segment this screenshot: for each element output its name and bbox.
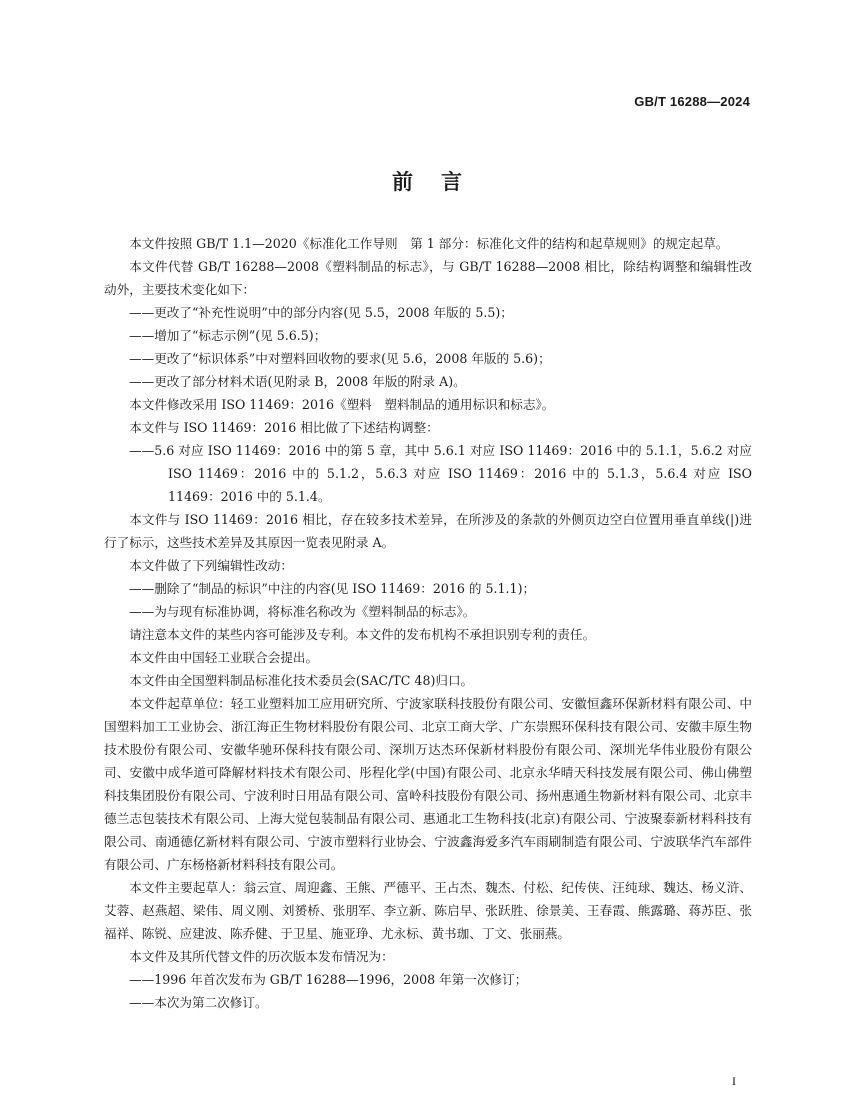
paragraph-proposer: 本文件由中国轻工业联合会提出。 <box>129 650 319 665</box>
paragraph-replaces: 本文件代替 GB/T 16288—2008《塑料制品的标志》，与 GB/T 16288—2008 相比，除结构调整和编辑性改动外，主要技术变化如下： <box>104 259 752 297</box>
list-item: ——5.6 对应 ISO 11469：2016 中的第 5 章，其中 5.6.1 对应 ISO 11469：2016 中的 5.1.1，5.6.2 对应 ISO 11469：2016 中的 5.1.2，5.6.3 对应 ISO 11469：2016 中的 5.1.3，5.6.4 对应 ISO 11469：2016 中的 5.1.4。 <box>129 443 752 504</box>
paragraph-drafting-organizations: 本文件起草单位：轻工业塑料加工应用研究所、宁波家联科技股份有限公司、安徽恒鑫环保新材料有限公司、中国塑料加工工业协会、浙江海正生物材料股份有限公司、北京工商大学、广东崇熙环保科技有限公司、安徽丰原生物技术股份有限公司、安徽华驰环保科技有限公司、深圳万达杰环保新材料股份有限公司、深圳光华伟业股份有限公司、安徽中成华道可降解材料技术有限公司、彤程化学(中国)有限公司、北京永华晴天科技发展有限公司、佛山佛塑科技集团股份有限公司、宁波利时日用品有限公司、富岭科技股份有限公司、扬州惠通生物新材料有限公司、北京丰德兰志包装技术有限公司、上海大觉包装制品有限公司、惠通北工生物科技(北京)有限公司、宁波聚泰新材料科技有限公司、南通德亿新材料有限公司、宁波市塑料行业协会、宁波鑫海爱多汽车雨刷制造有限公司、宁波联华汽车部件有限公司、广东杨格新材料科技有限公司。 <box>104 696 752 872</box>
foreword-body <box>104 232 752 1014</box>
page-title: 前言 <box>392 170 490 194</box>
paragraph-drafters: 本文件主要起草人：翁云宣、周迎鑫、王熊、严德平、王占杰、魏杰、付松、纪传侠、汪纯球、魏达、杨义浒、艾蓉、赵燕超、梁伟、周义刚、刘赟桥、张朋军、李立新、陈启早、张跃胜、徐景美、王春霞、熊露璐、蒋苏臣、张福祥、陈锐、应建波、陈乔健、于卫星、施亚琤、尤永标、黄书珈、丁文、张丽燕。 <box>104 880 752 941</box>
paragraph-structure-changes: 本文件与 ISO 11469：2016 相比做了下述结构调整： <box>129 420 439 435</box>
paragraph-drafting-rules: 本文件按照 GB/T 1.1—2020《标准化工作导则 第 1 部分：标准化文件的结构和起草规则》的规定起草。 <box>129 236 729 251</box>
list-item: ——更改了“补充性说明”中的部分内容(见 5.5，2008 年版的 5.5)； <box>129 305 513 320</box>
list-item: ——增加了“标志示例”(见 5.6.5)； <box>129 328 327 343</box>
list-item: ——删除了“制品的标识”中注的内容(见 ISO 11469：2016 的 5.1.1)； <box>129 581 536 596</box>
list-item: ——本次为第二次修订。 <box>129 995 268 1010</box>
list-item: ——更改了部分材料术语(见附录 B，2008 年版的附录 A)。 <box>129 374 466 389</box>
list-item: ——为与现有标准协调，将标准名称改为《塑料制品的标志》。 <box>129 604 476 619</box>
list-item: ——1996 年首次发布为 GB/T 16288—1996，2008 年第一次修订； <box>129 972 528 987</box>
paragraph-committee: 本文件由全国塑料制品标准化技术委员会(SAC/TC 48)归口。 <box>129 673 474 688</box>
paragraph-iso-adoption: 本文件修改采用 ISO 11469：2016《塑料 塑料制品的通用标识和标志》。 <box>129 397 555 412</box>
standard-code: GB/T 16288—2024 <box>634 94 750 109</box>
list-item: ——更改了“标识体系”中对塑料回收物的要求(见 5.6，2008 年版的 5.6)； <box>129 351 551 366</box>
paragraph-editorial-changes: 本文件做了下列编辑性改动： <box>129 558 293 573</box>
paragraph-history: 本文件及其所代替文件的历次版本发布情况为： <box>129 949 394 964</box>
paragraph-technical-differences: 本文件与 ISO 11469：2016 相比，存在较多技术差异，在所涉及的条款的外侧页边空白位置用垂直单线(|)进行了标示，这些技术差异及其原因一览表见附录 A。 <box>104 512 752 550</box>
paragraph-patent-notice: 请注意本文件的某些内容可能涉及专利。本文件的发布机构不承担识别专利的责任。 <box>129 627 596 642</box>
page-number: I <box>732 1074 736 1088</box>
